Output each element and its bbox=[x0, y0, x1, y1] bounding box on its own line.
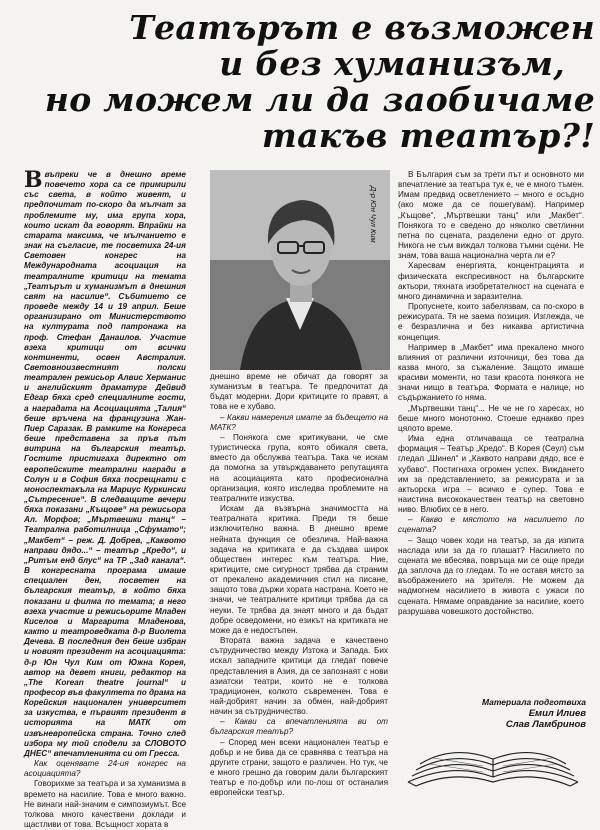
interview-question: Как оценявате 24-ия конгрес на асоциацията? bbox=[24, 759, 186, 779]
interview-answer: Говорихме за театъра и за хуманизма в времето на насилие. Това е много важно. Не винаги най-значим е симпозиумът. Все толкова много качествени доклади и щастливи от това. Всъщност хората в bbox=[24, 779, 186, 829]
paragraph: „Мъртвешки танц“... Не че не го харесах, но беше много монотонно. Стоеше еднакво през цялото време. bbox=[398, 403, 584, 433]
headline-line-4: такъв театър?! bbox=[261, 116, 595, 155]
interview-answer: – Понякога сме критикувани, че сме туристическа група, която обикаля света, вместо да обслужва театъра. Така че искам да помогна за утвърждаването репутацията на асоциацията като професионална организация, която изследва проблемите на театралните изкуства. bbox=[210, 432, 388, 503]
interview-question: – Какви намерения имате за бъдещето на МАТК? bbox=[210, 412, 388, 432]
paragraph: Например в „Макбет“ има прекалено много влияния от различни източници, без това да казва много, за съжаление. Защото имаше красиви моменти, но тази красота понякога не значи нищо в театъра. Формата е налице, но съдържанието го няма. bbox=[398, 342, 584, 403]
interview-answer: – Според мен всеки национален театър е добър и не бива да се сравнява с театъра на другите страни, защото е различен. Но тук, че е много грешно да говорим дали българският театър е по-добър или по-лош от останалия европейски театър. bbox=[210, 737, 388, 798]
credits-author-2: Слав Ламбринов bbox=[505, 719, 586, 730]
paragraph: Втората важна задача е качествено сътрудничество между Изтока и Запада. Бих искал западните критици да гледат повече представления в Азия, да се запознаят с нови азиатски театри, които не е толкова традиционен, колкото съвременен. Това е най-добрият начин за обмен, най-добрият начин за сътрудничество. bbox=[210, 636, 388, 717]
open-book-icon bbox=[398, 722, 588, 792]
article-column-3 bbox=[398, 170, 584, 690]
headline-line-2: и без хуманизъм, bbox=[219, 44, 565, 83]
credits-lead: Материала подготвиха bbox=[481, 697, 586, 707]
article-intro: въпреки че в днешно време повечето хора са се примирили със света, в който живеят, и предпочитат по-скоро да мълчат за проблемите му, има група хора, които искат да говорят. Впрайки на старата максима, че мълчанието е знак на съгласие, те посветиха 24-ия Световен конгрес на Международната асоциация на театралните критици на темата „Театърът и хуманизмът в днешния свят на насилие“. Събитието се проведе между 14 и 19 април. Беше организирано от Министерството на културата под патронажа на проф. Стефан Данаилов. Участие взеха критици от всички континенти, освен Австралия. Световноизвестният полски театрален режисьор Алвис Херманис и английският драматург Дейвид Едгар бяха сред специалните гости, а наградата на Асоциацията „Талия“ беше връчена на французина Жан-Пиер Саразак. В рамките на Конгреса беше представена за пръв път витрина на българския театър. Гостите пристигаха директно от европейските театрални награди в Солун и в София бяха посрещнати с моноспектакъла на Мариус Куркински „Сътресение“. В следващите вечери бяха показани „Къщове“ на режисьора Ал. Морфов; „Мъртвешки танц“ – Театрална работилница „Сфумато“; „Макбет“ – реж. Д. Добрев, „Каквото направи дядо...“ – театър „Кредо“, и „Ритъм енд блус“ на ТР „Зад канала“. В конгресната програма имаше специален ден, посветен на българския театър, в който бяха показани и филма по темата; в него взеха участие и режисьорите Младен Киселов и Маргарита Младенова, както и театроведката д-р Виолета Дечева. В последния ден беше избран и новият президент на асоциацията: д-р Юн Чул Ким от Южна Корея, автор на девет книги, редактор на „The Korean theatre journal“ и професор във факултета по драма на Корейския национален университет за изкуства, е първият президент в историята на МАТК от извъневропейска страна. Точно след изборa му той сподели за СЛОВОТО ДНЕС“ впечатленията си от Гресса. bbox=[24, 170, 186, 758]
headline-line-1: Театърът е възможен bbox=[129, 8, 595, 47]
photo-caption: Д-р Юн Чул Ким bbox=[369, 186, 378, 243]
paragraph: Харесвам енергията, концентрацията и физическата експресивност на българските актьори, тяхната изобретателност на сцената е много динамична и заразителна. bbox=[398, 261, 584, 301]
drop-cap: В bbox=[24, 167, 43, 193]
article-column-2 bbox=[210, 372, 388, 798]
article-headline bbox=[20, 10, 595, 154]
article-column-1 bbox=[24, 167, 186, 829]
paragraph: В България съм за трети път и основното ми впечатление за театъра тук е, че е много тъмен. Имам предвид осветлението – много е осъдно (ако може да се пошегувам). Например „Къщове“, „Мъртвешки танц“ или „Макбет“. Понякога то е сведено до няколко светлинни петна по сцената, разделени едно от друго. Никога не съм виждал толкова тъмни сцени. Не знам, това ваша национална черта ли е? bbox=[398, 170, 584, 261]
paragraph: Искам да възвърна значимостта на театралната критика. Преди тя беше изключително важна. В днешно време нейната функция се обезлича. Най-важна задача на критиката е да създава широк обществен интерес към театъра. Ние, критиците, сме сигурност трябва да страним от прекалено академичния стил на писане, защото това държи хората настрана. Което не значи, че театралните критици трябва да са неуки. Те трябва да знаят много и да бъдат добре осведомени, но езикът на критиката не може да е недостъпен. bbox=[210, 504, 388, 635]
portrait-image bbox=[210, 170, 390, 370]
paragraph: Пропуснете, които забелязвам, са по-скоро в режисурата. Тя не заема позиция. Изглежда, че е безразлична и без никаква артистична концепция. bbox=[398, 302, 584, 342]
portrait-photo bbox=[210, 170, 390, 370]
credits-author-1: Емил Илиев bbox=[528, 708, 586, 719]
paragraph: днешно време не обичат да говорят за хуманизъм в театъра. Те предпочитат да бъдат модерни. Дори критиците го правят, а това не е хубаво. bbox=[210, 372, 388, 412]
headline-line-3: но можем ли да заобичаме bbox=[44, 80, 595, 119]
paragraph: Има една отличаваща се театрална формация – Театър „Кредо“. В Корея (Сеул) съм гледал „Шинел“ и „Каквото направи дядо, все е хубаво“. Постигнаха огромен успех. Виждането им за представлението, за режисурата и за актьорска игра – всичко е супер. Това е наистина висококачествен театър на световно ниво. Влюбих се в него. bbox=[398, 434, 584, 515]
interview-question: – Какво е мястото на насилието по сцената? bbox=[398, 515, 584, 535]
interview-question: – Какви са впечатленията ви от българския театър? bbox=[210, 717, 388, 737]
interview-answer: – Защо човек ходи на театър, за да изпита наслада или за да го плашат? Насилието по сцената ме вбесява, повръща ми се още преди да заплоча да го гледам. То не оставя място за въображението на зрителя. Не можем да надмогнем насилието в живота с ужаси по сцената. Нямаме оправдание за насилие, което разрушава човешкото достойнство. bbox=[398, 535, 584, 616]
